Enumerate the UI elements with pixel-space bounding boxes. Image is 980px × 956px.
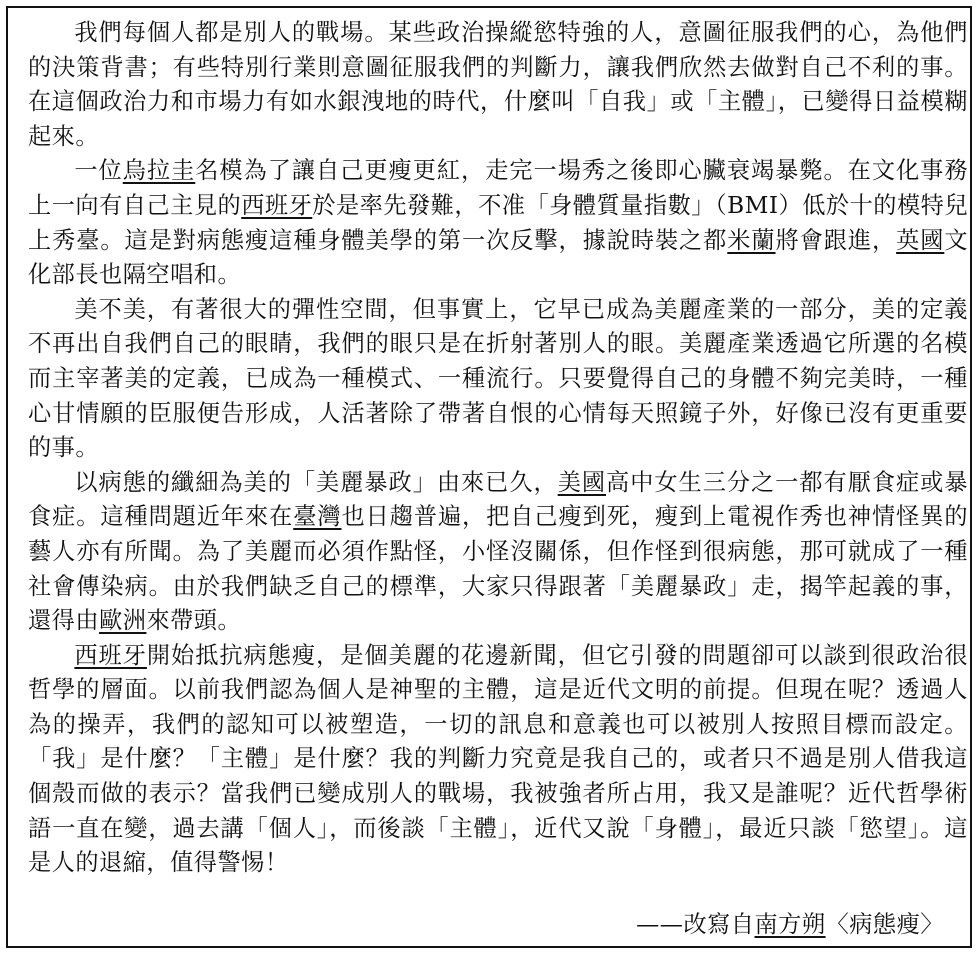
paragraph bbox=[28, 466, 968, 639]
text-segment: 將會跟進， bbox=[775, 226, 897, 254]
text-segment: 一位 bbox=[74, 157, 123, 185]
place-name-underlined: 西班牙 bbox=[241, 191, 313, 219]
place-name-underlined: 臺灣 bbox=[293, 503, 342, 531]
article-body bbox=[28, 16, 968, 881]
text-segment: 美不美，有著很大的彈性空間，但事實上，它早已成為美麗產業的一部分，美的定義不再出自我們自己的眼睛，我們的眼只是在折射著別人的眼。美麗產業透過它所選的名模而主宰著美的定義，已成為一種模式、一種流行。只要覺得自己的身體不夠完美時，一種心甘情願的臣服便告形成，人活著除了帶著自恨的心情每天照鏡子外，好像已沒有更重要的事。 bbox=[28, 295, 968, 462]
place-name-underlined: 英國 bbox=[896, 226, 945, 254]
text-segment: 文化部長也隔空唱和。 bbox=[28, 226, 969, 289]
text-segment: 以病態的纖細為美的「美麗暴政」由來已久， bbox=[74, 468, 558, 496]
text-segment: 也日趨普遍，把自己瘦到死，瘦到上電視作秀也神情怪異的藝人亦有所聞。為了美麗而必須作點怪，小怪沒關係，但作怪到很病態，那可就成了一種社會傳染病。由於我們缺乏自己的標準，大家只得跟著「美麗暴政」走，揭竿起義的事，還得由 bbox=[28, 503, 969, 635]
source-attribution bbox=[636, 908, 944, 942]
paragraph bbox=[28, 639, 968, 881]
source-prefix: ——改寫自 bbox=[636, 911, 755, 938]
source-title: 〈病態瘦〉 bbox=[825, 911, 944, 938]
place-name-underlined: 歐洲 bbox=[99, 607, 147, 635]
place-name-underlined: 西班牙 bbox=[74, 641, 147, 669]
article-frame bbox=[6, 6, 972, 948]
text-segment: 來帶頭。 bbox=[146, 607, 242, 635]
place-name-underlined: 烏拉圭 bbox=[122, 157, 196, 185]
place-name-underlined: 美國 bbox=[557, 468, 607, 496]
paragraph bbox=[28, 154, 968, 292]
text-segment: 高中女生三分之一都有厭食症或暴食症。這種問題近年來在 bbox=[28, 468, 969, 531]
text-segment: 於是率先發難，不准「身體質量指數」（BMI）低於十的模特兒上秀臺。這是對病態瘦這種身體美學的第一次反擊，據說時裝之都 bbox=[28, 191, 969, 254]
text-segment: 開始抵抗病態瘦，是個美麗的花邊新聞，但它引發的問題卻可以談到很政治很哲學的層面。以前我們認為個人是神聖的主體，這是近代文明的前提。但現在呢？透過人為的操弄，我們的認知可以被塑造，一切的訊息和意義也可以被別人按照目標而設定。「我」是什麼？「主體」是什麼？我的判斷力究竟是我自己的，或者只不過是別人借我這個殼而做的表示？當我們已變成別人的戰場，我被強者所占用，我又是誰呢？近代哲學術語一直在變，過去講「個人」，而後談「主體」，近代又說「身體」，最近只談「慾望」。這是人的退縮，值得警惕！ bbox=[28, 641, 969, 877]
text-segment: 我們每個人都是別人的戰場。某些政治操縱慾特強的人，意圖征服我們的心，為他們的決策背書；有些特別行業則意圖征服我們的判斷力，讓我們欣然去做對自己不利的事。在這個政治力和市場力有如水銀洩地的時代，什麼叫「自我」或「主體」，已變得日益模糊起來。 bbox=[28, 19, 968, 150]
text-segment: 名模為了讓自己更瘦更紅，走完一場秀之後即心臟衰竭暴斃。在文化事務上一向有自己主見的 bbox=[28, 157, 969, 219]
paragraph bbox=[28, 16, 968, 154]
author-name-underlined: 南方朔 bbox=[754, 911, 826, 938]
place-name-underlined: 米蘭 bbox=[727, 226, 776, 254]
paragraph bbox=[28, 293, 968, 466]
